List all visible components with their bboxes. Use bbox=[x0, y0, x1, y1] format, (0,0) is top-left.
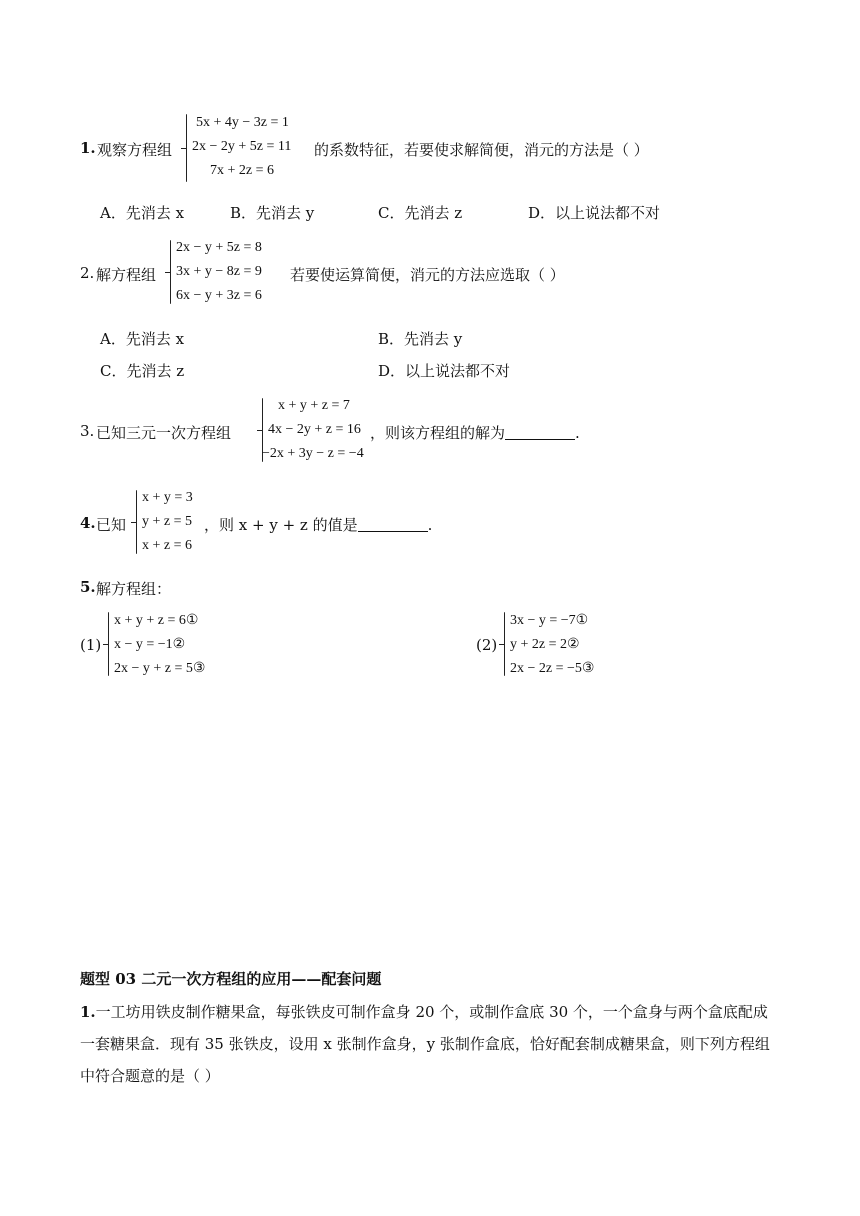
q1-prefix: 观察方程组 bbox=[97, 141, 173, 159]
q5-part1-eq-3: 2x − y + z = 5③ bbox=[114, 661, 206, 676]
q4-end: . bbox=[427, 516, 433, 534]
q1-eq-2: 2x − 2y + 5z = 11 bbox=[192, 139, 292, 154]
q2-brace bbox=[170, 240, 171, 304]
q5-title: 解方程组： bbox=[96, 580, 172, 598]
q1-option-b: B．先消去 y bbox=[230, 204, 315, 222]
section-question-1 bbox=[80, 996, 780, 1092]
q2-number: 2. bbox=[80, 264, 95, 282]
q3-end: . bbox=[575, 424, 580, 442]
q3-prefix: 已知三元一次方程组 bbox=[96, 424, 232, 442]
q1-eq-3: 7x + 2z = 6 bbox=[210, 163, 275, 178]
q3-eq-2: 4x − 2y + z = 16 bbox=[268, 422, 361, 437]
q4-answer-blank[interactable] bbox=[358, 517, 428, 532]
q4-eq-3: x + z = 6 bbox=[142, 538, 193, 553]
q5-part2-brace bbox=[504, 612, 505, 676]
q2-prefix: 解方程组 bbox=[96, 266, 157, 284]
q2-option-b: B．先消去 y bbox=[378, 330, 463, 348]
q1-option-c: C．先消去 z bbox=[378, 204, 463, 222]
q2-eq-1: 2x − y + 5z = 8 bbox=[176, 240, 262, 255]
q4-eq-1: x + y = 3 bbox=[142, 490, 193, 505]
q3-eq-3: −2x + 3y − z = −4 bbox=[262, 446, 364, 461]
q5-part2-eq-1: 3x − y = −7① bbox=[510, 613, 589, 628]
q1-eq-1: 5x + 4y − 3z = 1 bbox=[196, 115, 289, 130]
q5-part1-eq-1: x + y + z = 6① bbox=[114, 613, 199, 628]
q5-part1-eq-2: x − y = −1② bbox=[114, 637, 186, 652]
q4-suffix bbox=[204, 514, 432, 535]
q1-brace bbox=[186, 114, 187, 182]
q5-part2-eq-2: y + 2z = 2② bbox=[510, 637, 580, 652]
q5-part2-label: (2) bbox=[476, 636, 498, 654]
q4-brace bbox=[136, 490, 137, 554]
q2-option-a: A．先消去 x bbox=[100, 330, 185, 348]
q5-number: 5. bbox=[80, 578, 96, 596]
q2-suffix: 若要使运算简便，消元的方法应选取（ ） bbox=[290, 266, 565, 284]
q4-prefix: 已知 bbox=[96, 516, 127, 534]
section-q1-number: 1. bbox=[80, 1003, 96, 1021]
q2-eq-3: 6x − y + 3z = 6 bbox=[176, 288, 262, 303]
q3-suffix bbox=[370, 422, 580, 443]
q4-suffix-text: ，则 x + y + z 的值是 bbox=[204, 516, 358, 534]
q3-eq-1: x + y + z = 7 bbox=[278, 398, 350, 413]
q2-option-c: C．先消去 z bbox=[100, 362, 185, 380]
q3-answer-blank[interactable] bbox=[505, 425, 575, 440]
q4-number: 4. bbox=[80, 514, 96, 532]
q1-option-d: D．以上说法都不对 bbox=[528, 204, 661, 222]
q3-suffix-text: ，则该方程组的解为 bbox=[370, 424, 506, 442]
q5-part2-eq-3: 2x − 2z = −5③ bbox=[510, 661, 595, 676]
q3-number: 3. bbox=[80, 422, 95, 440]
q1-suffix: 的系数特征，若要使求解简便，消元的方法是（ ） bbox=[314, 141, 649, 159]
q5-part1-label: (1) bbox=[80, 636, 102, 654]
q4-eq-2: y + z = 5 bbox=[142, 514, 193, 529]
section-q1-text: 一工坊用铁皮制作糖果盒，每张铁皮可制作盒身 20 个，或制作盒底 30 个，一个盒身与两个盒底配成一套糖果盒．现有 35 张铁皮，设用 x 张制作盒身，y 张制作盒底，恰好配套制成糖果盒，则下列方程组中符合题意的是（ ） bbox=[80, 1003, 770, 1085]
section-title: 题型 03 二元一次方程组的应用——配套问题 bbox=[80, 970, 382, 988]
q2-option-d: D．以上说法都不对 bbox=[378, 362, 511, 380]
q1-number: 1. bbox=[80, 139, 96, 157]
q2-eq-2: 3x + y − 8z = 9 bbox=[176, 264, 262, 279]
q1-option-a: A．先消去 x bbox=[100, 204, 185, 222]
q5-part1-brace bbox=[108, 612, 109, 676]
